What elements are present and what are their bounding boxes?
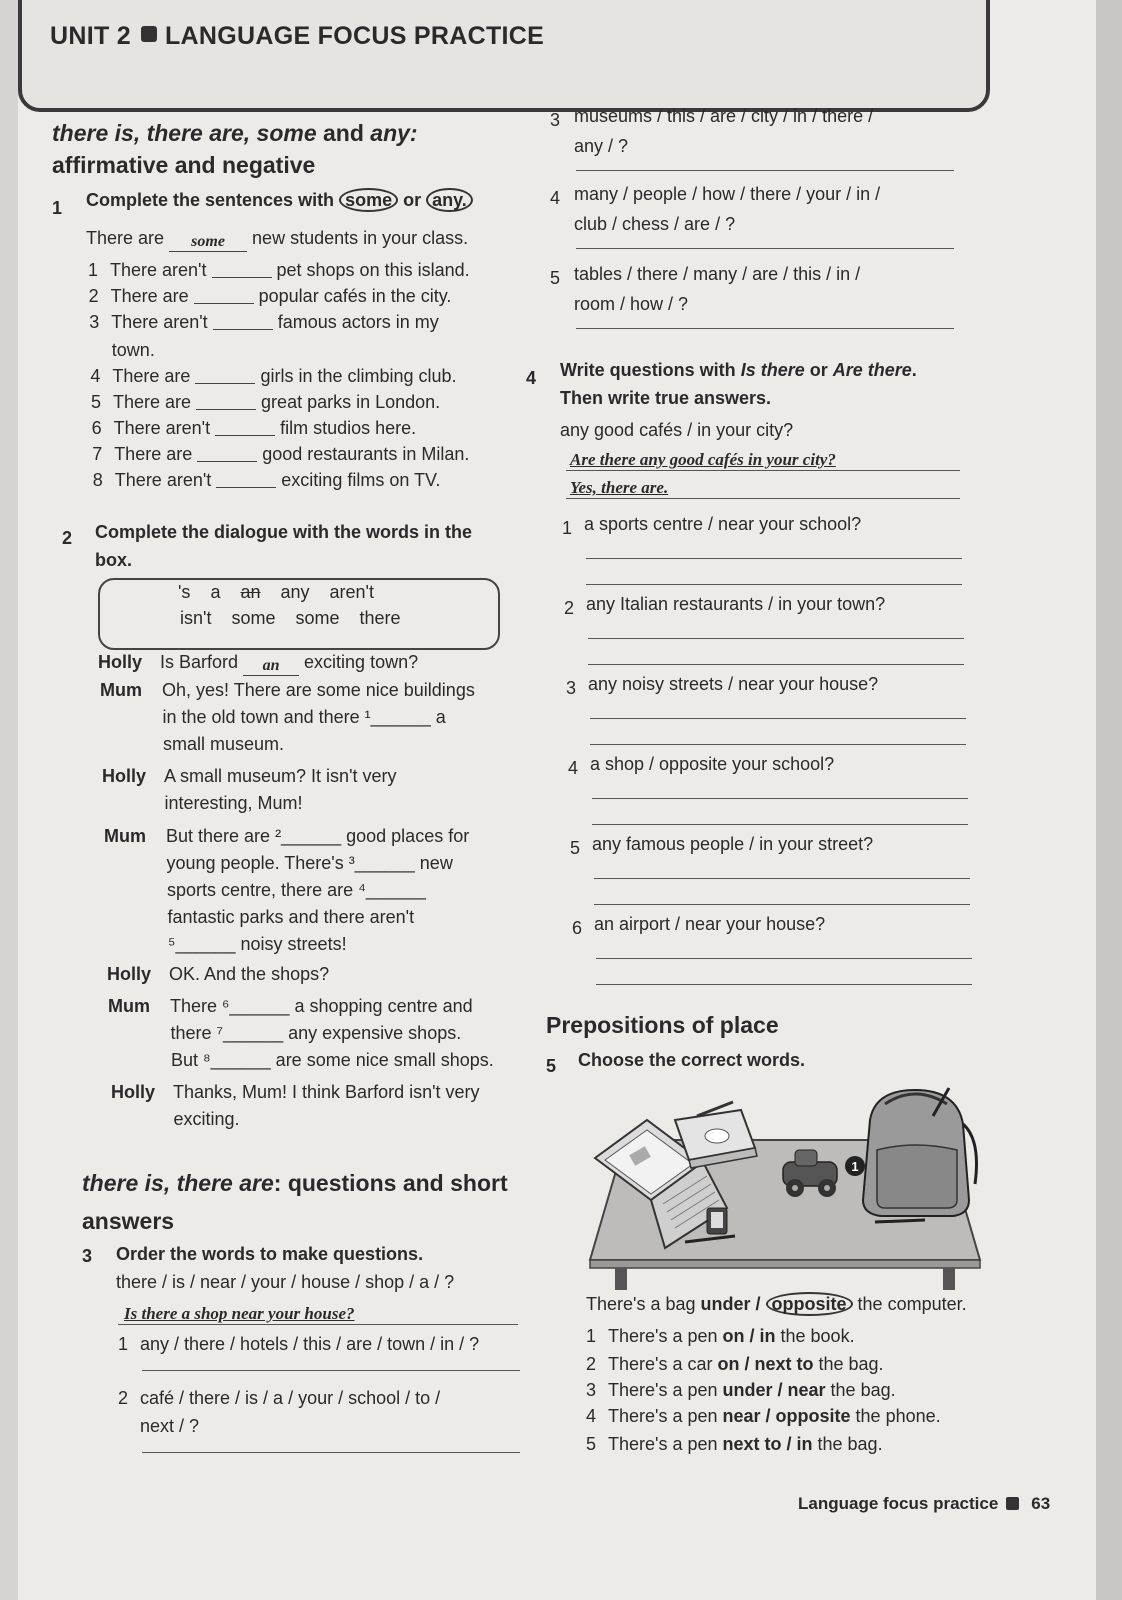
exercise-2-instruction-line2: box. [95,550,133,570]
item-text: any famous people / in your street? [592,834,874,854]
item-text: the bag. [825,1380,896,1400]
item-text: town. [111,340,155,360]
unit-label: UNIT 2 [50,22,131,50]
item-number: 5 [550,268,561,288]
item-number: 1 [562,518,573,538]
answer-line[interactable] [142,1370,520,1371]
exercise-3-instruction: Order the words to make questions. [116,1244,424,1264]
item-text: There aren't [111,312,213,332]
item-number: 4 [586,1406,597,1426]
answer-blank[interactable] [213,329,273,330]
exercise-5-example: There's a bag under / opposite the computer. [586,1294,967,1314]
answer-line [118,1324,518,1325]
backpack-icon [863,1088,977,1216]
item-number: 8 [92,470,103,490]
dialogue-line: There ⁶______ a shopping centre and [170,996,473,1016]
item-text: exciting films on TV. [276,470,441,490]
page-title [50,22,544,51]
marker-label: 1 [851,1159,859,1174]
word-box-row [178,582,394,603]
item-text: any noisy streets / near your house? [588,674,879,694]
answer-line[interactable] [590,744,966,745]
item-number: 3 [586,1380,597,1400]
table-edge-shape [590,1260,980,1268]
answer-line[interactable] [592,798,968,799]
answer-line[interactable] [594,904,970,905]
answer-blank[interactable] [197,461,257,462]
title-label: LANGUAGE FOCUS PRACTICE [164,22,545,50]
exercise-4-instruction-line2: Then write true answers. [560,388,772,408]
section-heading-2: there is, there are: questions and short [82,1170,508,1196]
bullet-square-icon [141,26,157,42]
item-number: 2 [118,1388,129,1408]
item-text: tables / there / many / are / this / in / [574,264,861,284]
item-text: There's a pen [608,1326,723,1346]
item-text: girls in the climbing club. [255,366,457,386]
footer-label: Language focus practice [798,1494,999,1513]
answer-blank[interactable] [195,383,255,384]
item-number: 5 [586,1434,597,1454]
section-heading-1-line2: affirmative and negative [52,152,316,178]
exercise-3-example: there / is / near / your / house / shop / a / ? [116,1272,455,1292]
answer-line[interactable] [596,984,972,985]
item-text: famous actors in my [272,312,439,332]
exercise-1-example: There are some new students in your class. [86,228,469,250]
answer-line [566,470,960,471]
item-number: 3 [89,312,100,332]
item-text: many / people / how / there / your / in / [574,184,881,204]
box-word: any [280,582,310,602]
exercise-number: 4 [526,368,537,388]
bullet-square-icon [1006,1497,1019,1510]
word-choice[interactable]: near / opposite [722,1406,851,1426]
box-word: 's [178,582,191,602]
item-text: There's a pen [608,1380,723,1400]
answer-blank[interactable] [194,303,254,304]
item-text: There aren't [114,470,217,490]
speaker-name: Holly [111,1082,156,1102]
word-choice[interactable]: under / near [722,1380,826,1400]
item-text: room / how / ? [574,294,689,314]
item-text: pet shops on this island. [271,260,470,280]
answer-line[interactable] [576,170,954,171]
dialogue-line: small museum. [163,734,285,754]
word-choice[interactable]: next to / in [722,1434,813,1454]
dialogue-line: interesting, Mum! [164,793,303,813]
item-text: There aren't [113,418,216,438]
answer-line[interactable] [586,558,962,559]
item-number: 4 [568,758,579,778]
table-leg-shape [615,1268,627,1290]
box-word: isn't [180,608,212,628]
exercise-1-item [89,286,452,307]
exercise-5-item [586,1326,855,1347]
item-text: an airport / near your house? [594,914,826,934]
book-icon [675,1102,757,1168]
dialogue-line: But ⁸______ are some nice small shops. [171,1050,494,1070]
item-number: 5 [570,838,581,858]
item-text: film studios here. [275,418,417,438]
dialogue-line: OK. And the shops? [169,964,330,984]
answer-line[interactable] [594,878,970,879]
item-text: the phone. [850,1406,941,1426]
item-number: 4 [90,366,101,386]
item-number: 1 [118,1334,129,1354]
dialogue-line: fantastic parks and there aren't [167,907,415,927]
answer-blank[interactable] [243,654,299,676]
exercise-1-item [112,340,155,361]
item-text: There's a pen [608,1434,723,1454]
item-text: next / ? [140,1416,200,1436]
item-text: There are [110,286,194,306]
item-number: 1 [88,260,99,280]
item-number: 4 [550,188,561,208]
speaker-name: Holly [107,964,152,984]
answer-line[interactable] [590,718,966,719]
exercise-5-item [586,1380,896,1401]
item-number: 6 [91,418,102,438]
exercise-4-example-question: Are there any good cafés in your city? [570,450,836,469]
section-heading-3: Prepositions of place [546,1012,779,1038]
exercise-1-instruction: Complete the sentences with some or any. [86,190,473,211]
exercise-1-item [89,312,439,333]
exercise-1-item [92,418,417,439]
answer-blank[interactable] [215,435,275,436]
word-choice[interactable]: on / next to [717,1354,814,1374]
dialogue-line: But there are ²______ good places for [166,826,470,846]
box-word: a [210,582,221,602]
speaker-name: Holly [102,766,147,786]
exercise-4-example: any good cafés / in your city? [560,420,794,440]
exercise-2-instruction: Complete the dialogue with the words in the [95,522,473,542]
item-text: any / there / hotels / this / are / town / in / ? [140,1334,480,1354]
answer-blank[interactable] [196,409,256,410]
item-text: There's a car [608,1354,718,1374]
exercise-number: 5 [546,1056,557,1076]
page-footer [798,1494,1050,1514]
exercise-number: 2 [62,528,73,548]
dialogue-line: sports centre, there are ⁴______ [167,880,426,900]
dialogue-line: there ⁷______ any expensive shops. [170,1023,462,1043]
item-text: a shop / opposite your school? [590,754,835,774]
speaker-name: Holly [98,652,143,672]
answer-blank[interactable] [216,487,276,488]
item-text: club / chess / are / ? [574,214,736,234]
item-text: the book. [775,1326,855,1346]
item-text: café / there / is / a / your / school / to / [140,1388,441,1408]
dialogue-line: Thanks, Mum! I think Barford isn't very [173,1082,480,1102]
exercise-1-item [90,366,456,387]
exercise-5-item [586,1434,883,1455]
item-number: 5 [91,392,102,412]
answer-line[interactable] [592,824,968,825]
item-number: 3 [566,678,577,698]
item-text: popular cafés in the city. [253,286,452,306]
item-text: There are [112,366,196,386]
item-text: the bag. [813,1354,884,1374]
answer-line[interactable] [596,958,972,959]
header-box [18,0,990,112]
item-text: There's a pen [608,1406,723,1426]
item-number: 2 [564,598,575,618]
exercise-1-item [88,260,470,281]
exercise-1-item [93,470,441,491]
dialogue-line: A small museum? It isn't very [164,766,397,786]
speaker-name: Mum [100,680,142,700]
exercise-4-example-answer: Yes, there are. [570,478,669,497]
answer-line[interactable] [142,1452,520,1453]
dialogue-line: Is Barford an exciting town? [160,652,419,674]
exercise-5-item [586,1406,941,1427]
item-text: There are [113,392,197,412]
answer-line[interactable] [588,638,964,639]
word-choice[interactable]: on / in [722,1326,776,1346]
exercise-5-instruction: Choose the correct words. [578,1050,806,1070]
item-text: great parks in London. [256,392,441,412]
dialogue-line: young people. There's ³______ new [166,853,453,873]
dialogue-line: ⁵______ noisy streets! [168,934,347,954]
dialogue-line: Oh, yes! There are some nice buildings [162,680,475,700]
item-text: museums / this / are / city / in / there / [574,106,874,126]
box-word: some [295,608,340,628]
exercise-5-item [586,1354,884,1375]
speaker-name: Mum [104,826,146,846]
box-word: aren't [329,582,374,602]
page-number: 63 [1031,1494,1051,1513]
handwritten-answer: an [262,657,280,674]
item-number: 6 [572,918,583,938]
item-text: good restaurants in Milan. [257,444,470,464]
item-number: 3 [550,110,561,130]
item-number: 1 [586,1326,597,1346]
desk-illustration [585,1080,985,1290]
answer-line[interactable] [576,328,954,329]
pen-icon [875,1220,925,1222]
exercise-number: 1 [52,198,63,218]
box-word: there [359,608,401,628]
box-word: an [240,582,261,602]
item-number: 7 [92,444,103,464]
exercise-4-instruction: Write questions with Is there or Are there. [560,360,917,380]
item-number: 2 [88,286,99,306]
section-heading-2-line2: answers [82,1208,175,1234]
answer-line[interactable] [576,248,954,249]
answer-line[interactable] [588,664,964,665]
page-edge-left [0,0,18,1600]
page-edge-right [1096,0,1122,1600]
exercise-1-item [91,392,440,413]
answer-line[interactable] [586,584,962,585]
answer-blank[interactable] [212,277,272,278]
dialogue-line: exciting. [173,1109,240,1129]
item-text: any Italian restaurants / in your town? [586,594,886,614]
box-word: some [231,608,276,628]
item-text: There are [114,444,198,464]
answer-line [566,498,960,499]
section-heading-1: there is, there are, some and any: [52,120,418,146]
item-number: 2 [586,1354,597,1374]
table-leg-shape [943,1268,955,1290]
item-text: any / ? [574,136,629,156]
speaker-name: Mum [108,996,150,1016]
dialogue-line: in the old town and there ¹______ a [162,707,446,727]
exercise-3-example-answer: Is there a shop near your house? [124,1304,355,1323]
exercise-1-item [92,444,469,465]
exercise-number: 3 [82,1246,93,1266]
word-box-row [180,608,421,629]
item-text: a sports centre / near your school? [584,514,862,534]
item-text: There aren't [110,260,212,280]
item-text: the bag. [812,1434,883,1454]
